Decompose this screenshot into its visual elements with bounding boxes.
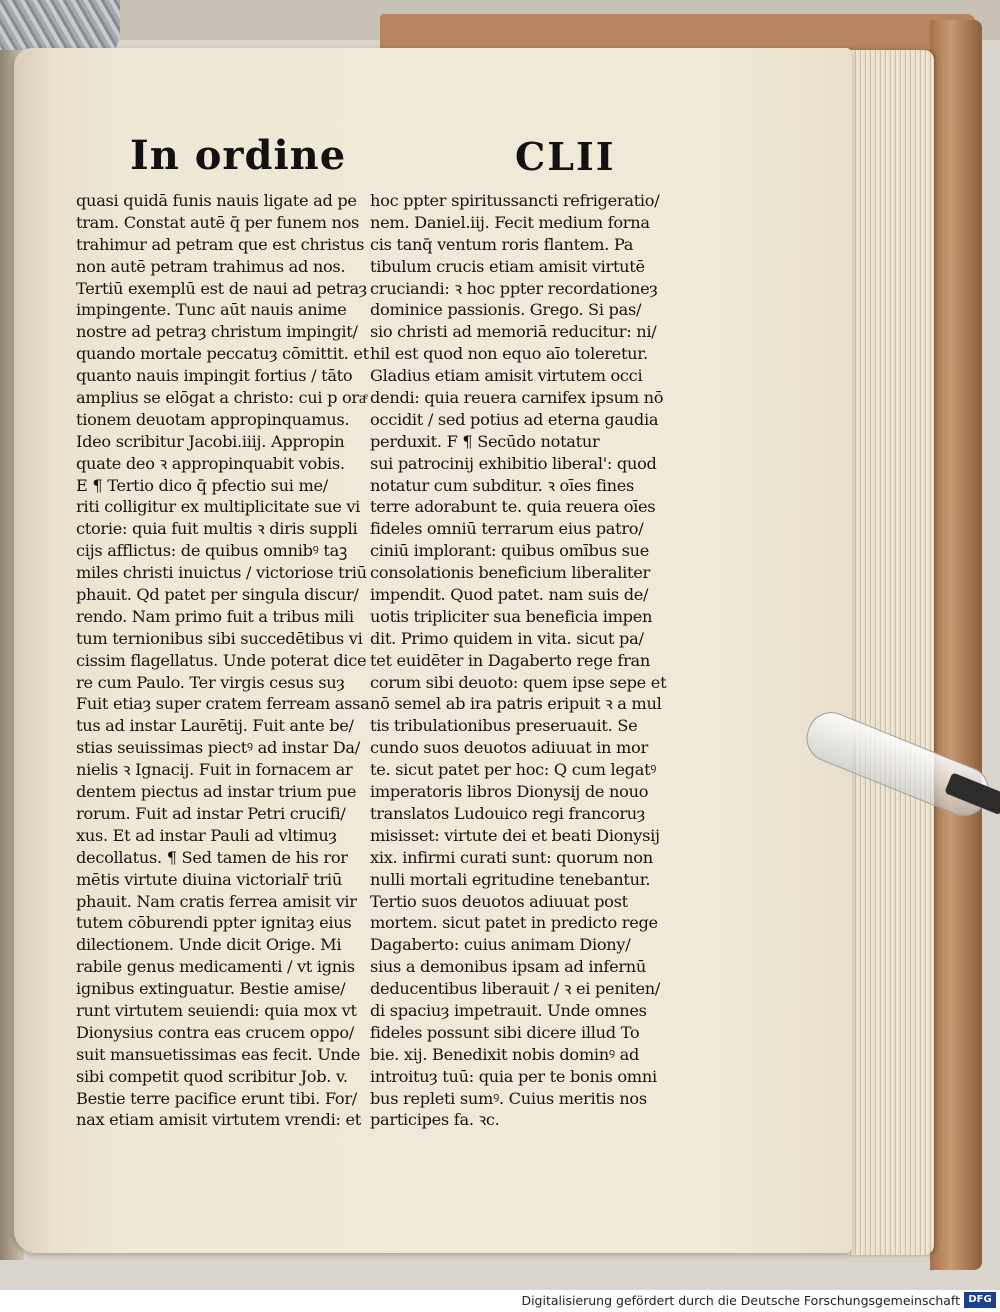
text-line: tis tribulationibus preseruauit. Se: [370, 716, 638, 736]
footer-credit: Digitalisierung gefördert durch die Deutsche Forschungsgemeinschaft: [521, 1293, 960, 1308]
text-line: Gladius etiam amisit virtutem occi: [370, 366, 643, 386]
text-line: tram. Constat autē q̄ per funem nos: [76, 212, 360, 232]
text-line: fideles possunt sibi dicere illud To: [370, 1022, 640, 1042]
text-line: mētis virtute diuina victorialr̄ triū: [76, 869, 342, 889]
text-line: sius a demonibus ipsam ad infernū: [370, 957, 647, 977]
text-line: dentem piectus ad instar trium pue: [76, 782, 357, 802]
text-line: stias seuissimas piectꝰ ad instar Da/: [76, 738, 360, 758]
page-edges: [848, 50, 934, 1255]
text-line: Dionysius contra eas crucem oppo/: [76, 1022, 354, 1042]
text-line: tus ad instar Laurētij. Fuit ante be/: [76, 716, 354, 736]
text-line: tum ternionibus sibi succedētibus vi: [76, 628, 363, 648]
page-header: [130, 132, 650, 192]
text-line: cijs afflictus: de quibus omnibꝰ taꝫ: [76, 541, 347, 561]
text-line: participes fa. ꝛc.: [370, 1110, 500, 1130]
text-line: Tertiū exemplū est de naui ad petraȝ: [76, 278, 367, 298]
text-line: quasi quidā funis nauis ligate ad pe: [76, 191, 357, 210]
text-line: dendi: quia reuera carnifex ipsum nō: [370, 388, 664, 408]
text-line: rorum. Fuit ad instar Petri crucifi/: [76, 803, 346, 823]
text-line: ctorie: quia fuit multis ꝛ diris suppli: [76, 519, 358, 539]
text-line: consolationis beneficium liberaliter: [370, 563, 650, 583]
text-line: cruciandi: ꝛ hoc ppter recordationeȝ: [370, 278, 658, 298]
text-line: rendo. Nam primo fuit a tribus mili: [76, 606, 354, 626]
text-line: occidit / sed potius ad eterna gaudia: [370, 409, 659, 429]
text-line: sio christi ad memoriā reducitur: ni/: [370, 322, 657, 342]
book-cover-right: [930, 20, 982, 1270]
text-line: nielis ꝛ Ignacij. Fuit in fornacem ar: [76, 760, 353, 780]
text-line: decollatus. ¶ Sed tamen de his ror: [76, 847, 348, 867]
text-line: tet euidēter in Dagaberto rege fran: [370, 650, 651, 670]
text-line: Tertio suos deuotos adiuuat post: [370, 891, 628, 911]
text-line: cis tanq̄ ventum roris flantem. Pa: [370, 234, 634, 254]
text-line: cissim flagellatus. Unde poterat dice: [76, 650, 367, 670]
text-line: bus repleti sumꝰ. Cuius meritis nos: [370, 1088, 647, 1108]
text-line: tionem deuotam appropinquamus.: [76, 409, 350, 429]
text-line: Bestie terre pacifice erunt tibi. For/: [76, 1088, 357, 1108]
text-line: miles christi inuictus / victoriose triū: [76, 563, 367, 583]
text-line: sui patrocinij exhibitio liberal': quod: [370, 453, 657, 473]
text-line: tibulum crucis etiam amisit virtutē: [370, 256, 645, 276]
text-line: nax etiam amisit virtutem vrendi: et: [76, 1110, 361, 1130]
text-line: corum sibi deuoto: quem ipse sepe et: [370, 672, 667, 692]
footer-bar: [0, 1290, 1000, 1312]
text-line: deducentibus liberauit / ꝛ ei peniten/: [370, 979, 661, 999]
text-line: dit. Primo quidem in vita. sicut pa/: [370, 628, 644, 648]
text-line: mortem. sicut patet in predicto rege: [370, 913, 658, 933]
text-line: Fuit etiaȝ super cratem ferream assa: [76, 694, 370, 714]
text-line: misisset: virtute dei et beati Dionysij: [370, 825, 660, 845]
text-line: ciniū implorant: quibus omībus sue: [370, 541, 649, 561]
text-line: di spaciuȝ impetrauit. Unde omnes: [370, 1000, 647, 1020]
text-line: rabile genus medicamenti / vt ignis: [76, 957, 355, 977]
text-line: Ideo scribitur Jacobi.iiij. Appropin: [76, 431, 345, 451]
text-line: amplius se elōgat a christo: cui p oraͤ: [76, 388, 366, 408]
text-line: cundo suos deuotos adiuuat in mor: [370, 738, 648, 758]
text-line: notatur cum subditur. ꝛ oīes fines: [370, 475, 634, 495]
text-line: Dagaberto: cuius animam Diony/: [370, 935, 631, 955]
text-line: sibi competit quod scribitur Job. v.: [76, 1066, 348, 1086]
text-line: terre adorabunt te. quia reuera oīes: [370, 497, 656, 517]
text-line: runt virtutem seuiendi: quia mox vt: [76, 1000, 357, 1020]
text-line: impendit. Quod patet. nam suis de/: [370, 585, 649, 605]
text-line: uotis tripliciter sua beneficia impen: [370, 606, 653, 626]
text-line: phauit. Nam cratis ferrea amisit vir: [76, 891, 357, 911]
text-line: dominice passionis. Grego. Si pas/: [370, 300, 642, 320]
text-line: perduxit. F ¶ Secūdo notatur: [370, 431, 600, 451]
dfg-logo-icon: DFG: [964, 1292, 996, 1308]
running-title: In ordine: [130, 132, 347, 179]
text-line: imperatoris libros Dionysij de nouo: [370, 782, 649, 802]
text-line: introituȝ tuū: quia per te bonis omni: [370, 1066, 657, 1086]
text-line: xix. infirmi curati sunt: quorum non: [370, 847, 653, 867]
text-line: dilectionem. Unde dicit Orige. Mi: [76, 935, 342, 955]
text-line: fideles omniū terrarum eius patro/: [370, 519, 644, 539]
text-line: te. sicut patet per hoc: Q cum legatꝰ: [370, 760, 657, 780]
text-line: E ¶ Tertio dico q̄ pfectio sui me/: [76, 475, 328, 495]
text-column-right: [370, 190, 666, 1131]
text-line: non autē petram trahimus ad nos.: [76, 256, 346, 276]
text-line: impingente. Tunc aūt nauis anime: [76, 300, 347, 320]
text-line: re cum Paulo. Ter virgis cesus suȝ: [76, 672, 345, 692]
text-line: phauit. Qd patet per singula discur/: [76, 585, 359, 605]
text-line: riti colligitur ex multiplicitate sue vi: [76, 497, 361, 517]
text-line: trahimur ad petram que est christus: [76, 234, 365, 254]
text-line: xus. Et ad instar Pauli ad vltimuȝ: [76, 825, 337, 845]
text-line: bie. xij. Benedixit nobis dominꝰ ad: [370, 1044, 640, 1064]
text-line: hil est quod non equo aīo toleretur.: [370, 344, 648, 364]
text-line: nulli mortali egritudine tenebantur.: [370, 869, 651, 889]
text-line: translatos Ludouico regi francoruȝ: [370, 803, 646, 823]
text-line: suit mansuetissimas eas fecit. Unde: [76, 1044, 361, 1064]
text-line: tutem cōburendi ppter ignitaȝ eius: [76, 913, 352, 933]
text-column-left: [76, 190, 369, 1131]
text-line: quanto nauis impingit fortius / tāto: [76, 366, 353, 386]
text-line: ignibus extinguatur. Bestie amise/: [76, 979, 346, 999]
folio-number: CLII: [515, 134, 616, 179]
text-line: nostre ad petraȝ christum impingit/: [76, 322, 358, 342]
text-line: nem. Daniel.iij. Fecit medium forna: [370, 212, 650, 232]
text-line: quate deo ꝛ appropinquabit vobis.: [76, 453, 345, 473]
text-line: nō semel ab ira patris eripuit ꝛ a mul: [370, 694, 662, 714]
text-line: quando mortale peccatuȝ cōmittit. et: [76, 344, 369, 364]
text-line: hoc ppter spiritussancti refrigeratio/: [370, 191, 660, 210]
